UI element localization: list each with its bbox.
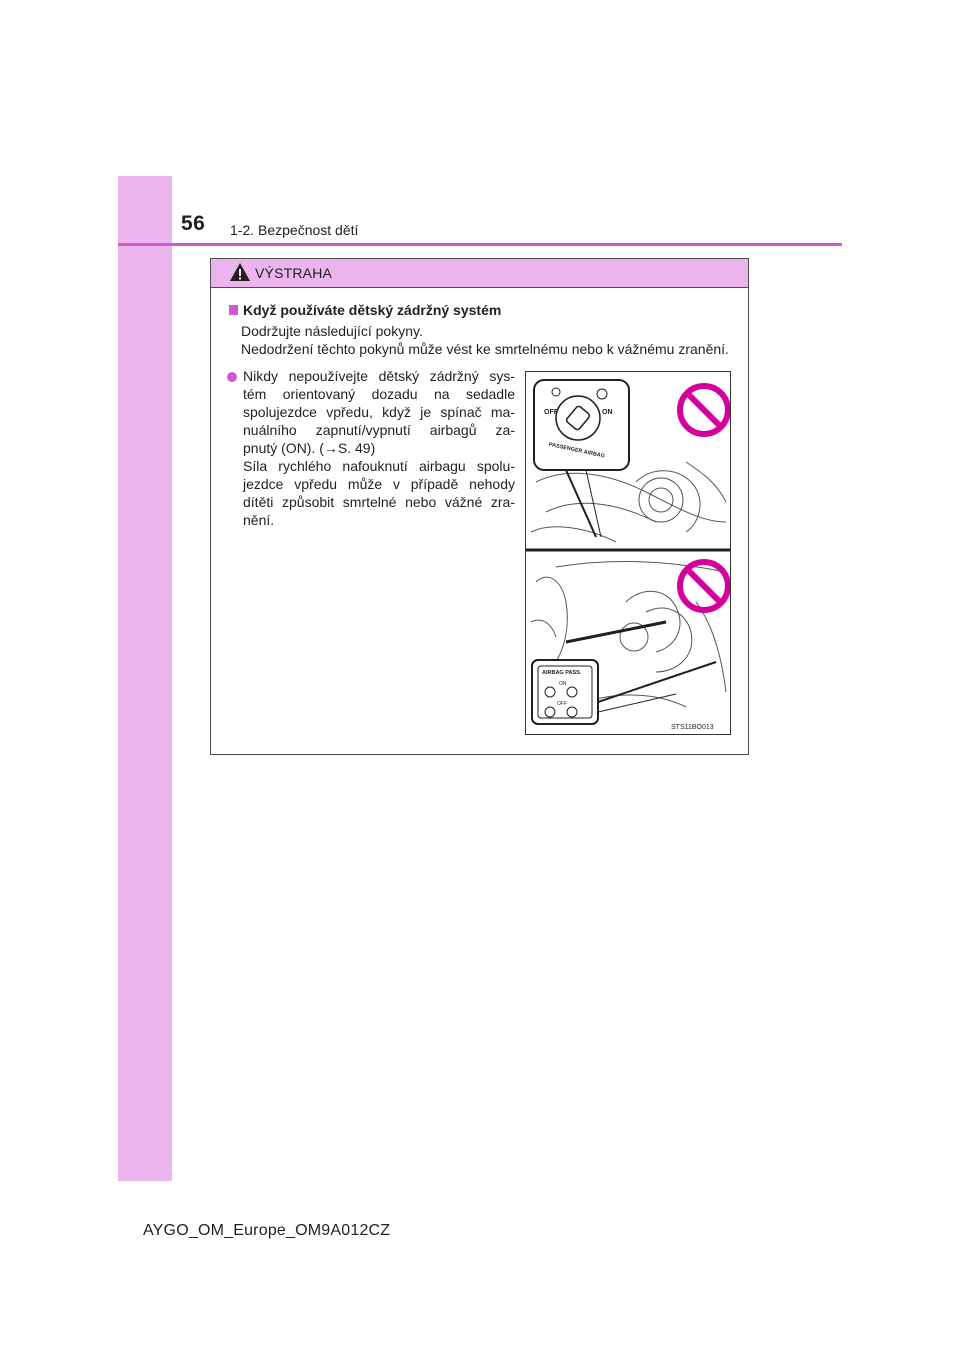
bullet-line: nuálního zapnutí/vypnutí airbagů za-: [243, 422, 515, 438]
bullet-line: nění.: [243, 512, 275, 528]
bullet-line: dítěti způsobit smrtelné nebo vážné zra-: [243, 494, 515, 510]
bullet-text: [243, 367, 515, 529]
warning-header: [211, 259, 748, 288]
prohibition-icon-top: [680, 386, 728, 434]
section-title: 1-2. Bezpečnost dětí: [230, 222, 359, 238]
airbag-illustration: [525, 371, 731, 735]
dashboard-top-sketch: [531, 462, 726, 542]
panel-title: AIRBAG PASS.: [542, 670, 582, 676]
illustration-code: STS11BO013: [671, 724, 714, 731]
item-heading-text: Když používáte dětský zádržný systém: [243, 302, 502, 318]
bullet-line: pnutý (ON). (→S. 49): [243, 440, 376, 456]
switch-on-label: ON: [602, 409, 613, 416]
round-bullet-icon: [227, 372, 237, 382]
bullet-line: Nikdy nepoužívejte dětský zádržný sys-: [243, 368, 515, 384]
warning-title: VÝSTRAHA: [255, 265, 333, 281]
switch-knob: [556, 396, 600, 440]
footer-doc-code: AYGO_OM_Europe_OM9A012CZ: [143, 1222, 391, 1239]
side-band: [118, 176, 172, 1181]
warning-triangle-icon: [229, 262, 251, 282]
switch-caption: PASSENGER AIRBAG: [548, 441, 606, 460]
square-bullet-icon: [229, 305, 238, 315]
item-heading: [229, 302, 501, 318]
panel-off-label: OFF: [557, 701, 567, 707]
bullet-line: tém orientovaný dozadu na sedadle: [243, 386, 515, 402]
intro-line-1: Dodržujte následující pokyny.: [241, 323, 423, 339]
bullet-line: spolujezdce vpředu, když je spínač ma-: [243, 404, 515, 420]
bullet-line: jezdce vpředu může v případě nehody: [243, 476, 515, 492]
switch-off-label: OFF: [544, 409, 558, 416]
page-number: 56: [181, 212, 206, 235]
intro-line-2: Nedodržení těchto pokynů může vést ke smrtelnému nebo k vážnému zranění.: [241, 341, 729, 357]
bullet-line: Síla rychlého nafouknutí airbagu spolu-: [243, 458, 515, 474]
prohibition-icon-bottom: [680, 562, 728, 610]
illustration-svg: [526, 372, 730, 734]
warning-box: [210, 258, 749, 755]
panel-on-label: ON: [559, 681, 567, 687]
header-rule: [118, 243, 842, 246]
